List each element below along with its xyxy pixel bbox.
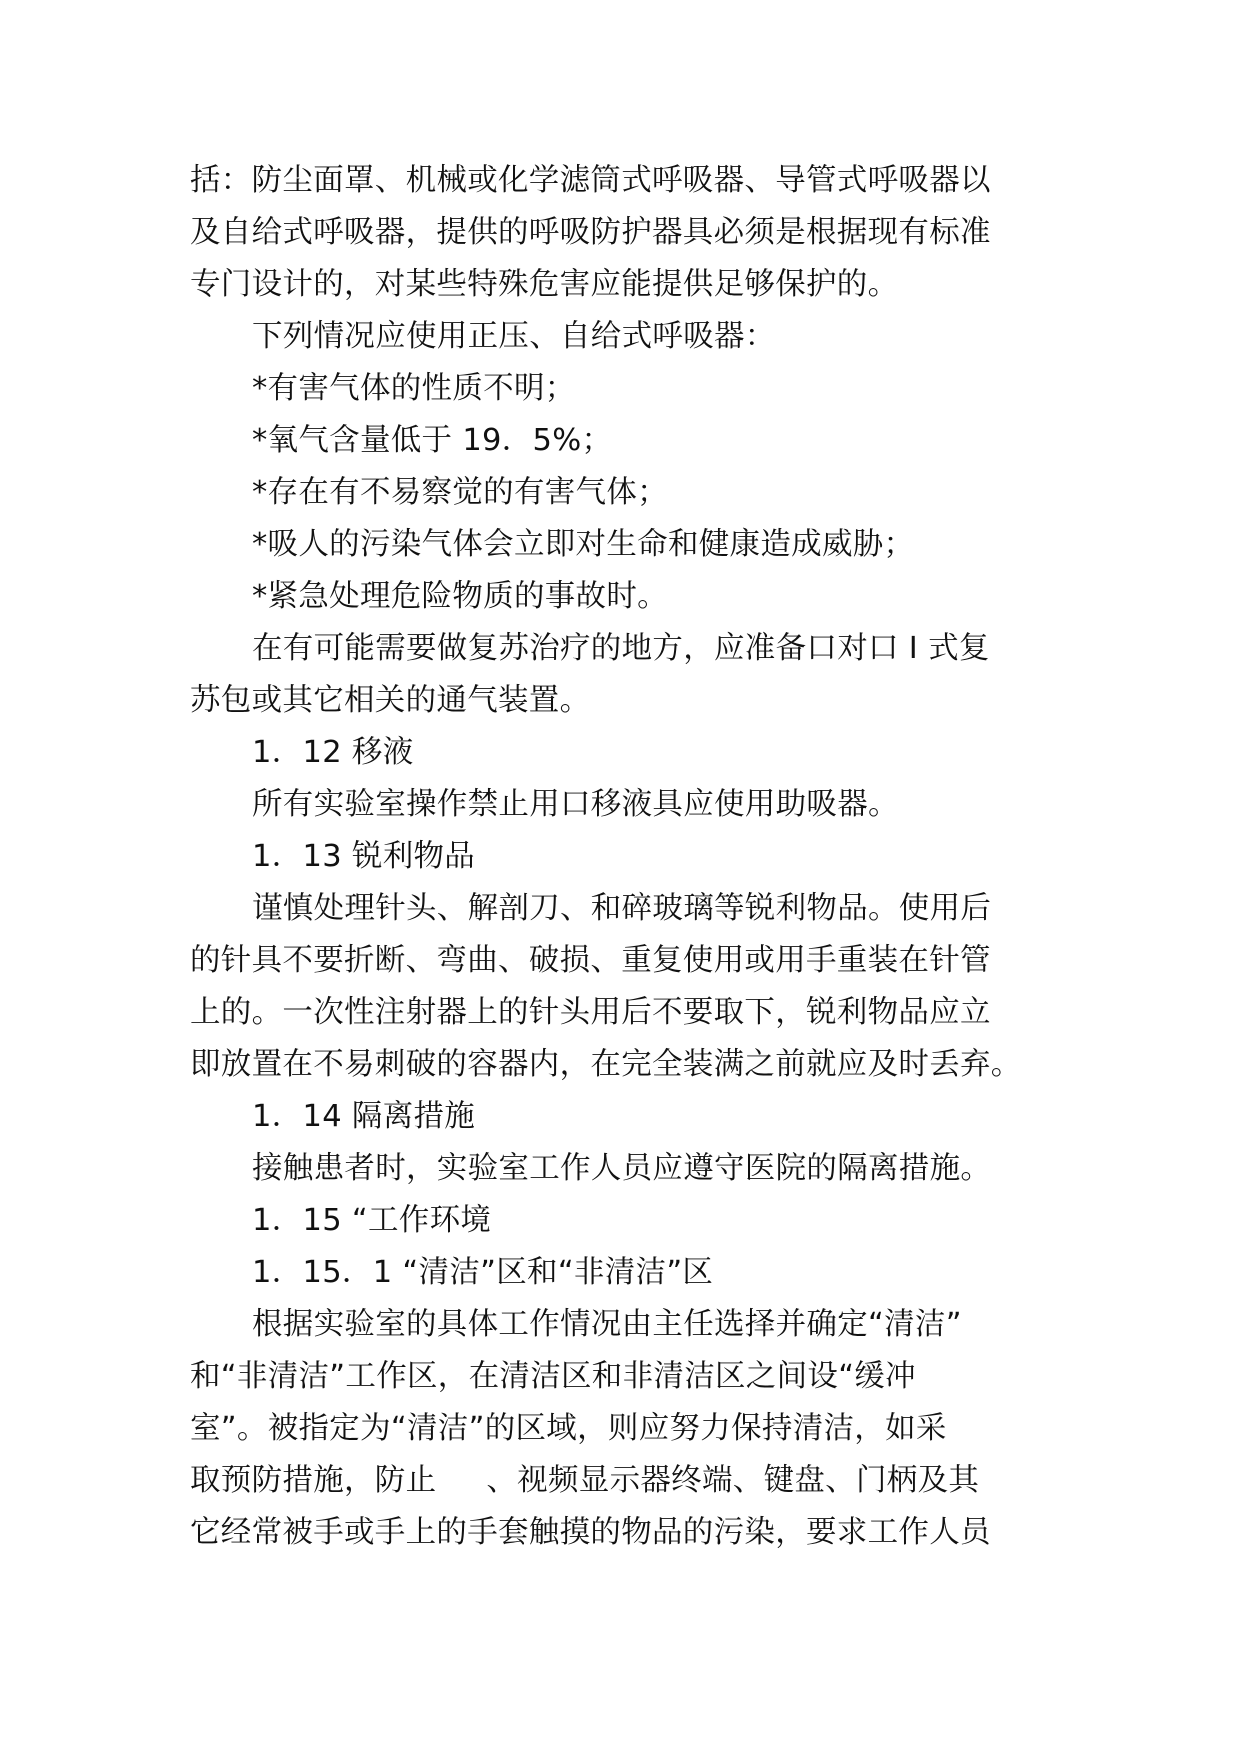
section-heading: 1．14 隔离措施 (252, 1099, 476, 1134)
text-line: 上的。一次性注射器上的针头用后不要取下，锐利物品应立 (190, 995, 991, 1030)
text-line: 谨慎处理针头、解剖刀、和碎玻璃等锐利物品。使用后 (252, 891, 992, 926)
text-line: 括：防尘面罩、机械或化学滤筒式呼吸器、导管式呼吸器以 (190, 163, 991, 198)
text-line: 的针具不要折断、弯曲、破损、重复使用或用手重装在针管 (190, 943, 991, 978)
section-heading: 1．15 “工作环境 (252, 1203, 492, 1238)
bullet-line: *吸人的污染气体会立即对生命和健康造成威胁； (252, 527, 915, 562)
section-heading: 1．13 锐利物品 (252, 839, 476, 874)
section-heading: 1．12 移液 (252, 735, 414, 770)
text-line: 及自给式呼吸器，提供的呼吸防护器具必须是根据现有标准 (190, 215, 991, 250)
document-page (190, 155, 1060, 1559)
bullet-line: *有害气体的性质不明； (252, 371, 576, 406)
text-line: 苏包或其它相关的通气装置。 (190, 683, 591, 718)
text-line: 和“非清洁”工作区，在清洁区和非清洁区之间设“缓冲 (190, 1359, 916, 1394)
bullet-line: *紧急处理危险物质的事故时。 (252, 579, 668, 614)
text-line: 接触患者时，实验室工作人员应遵守医院的隔离措施。 (252, 1151, 992, 1186)
subsection-heading: 1．15．1 “清洁”区和“非清洁”区 (252, 1255, 714, 1290)
text-line: 它经常被手或手上的手套触摸的物品的污染，要求工作人员 (190, 1515, 991, 1550)
text-line: 下列情况应使用正压、自给式呼吸器： (252, 319, 776, 354)
bullet-line: *存在有不易察觉的有害气体； (252, 475, 668, 510)
bullet-line: *氧气含量低于 19．5%； (252, 423, 613, 458)
text-line: 即放置在不易刺破的容器内，在完全装满之前就应及时丢弃。 (190, 1047, 1022, 1082)
text-line: 专门设计的，对某些特殊危害应能提供足够保护的。 (190, 267, 899, 302)
text-line: 在有可能需要做复苏治疗的地方，应准备口对口 I 式复 (252, 631, 990, 666)
text-line: 根据实验室的具体工作情况由主任选择并确定“清洁” (252, 1307, 962, 1342)
text-line: 室”。被指定为“清洁”的区域，则应努力保持清洁，如采 (190, 1411, 947, 1446)
text-line: 所有实验室操作禁止用口移液具应使用助吸器。 (252, 787, 899, 822)
text-line: 取预防措施，防止 、视频显示器终端、键盘、门柄及其 (190, 1463, 980, 1498)
